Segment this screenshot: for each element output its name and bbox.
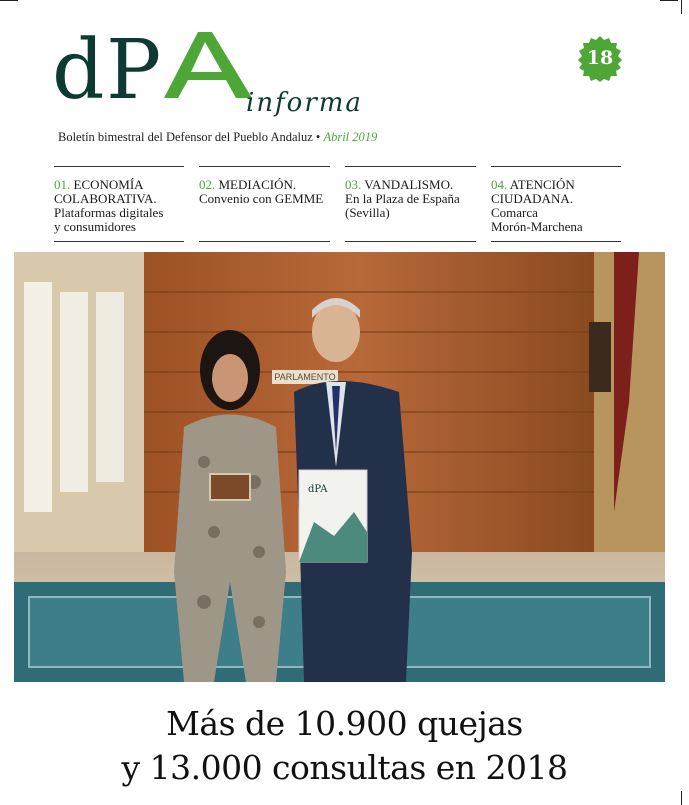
crop-mark (681, 791, 682, 805)
toc-section: ATENCIÓN (509, 177, 575, 192)
logo-informa-text: informa (246, 88, 363, 118)
toc-number: 04. (491, 177, 508, 192)
issue-number: 18 (586, 47, 614, 69)
toc-item-atencion[interactable] (491, 166, 621, 242)
headline-line-1: Más de 10.900 quejas (166, 704, 523, 743)
toc-line: COLABORATIVA. (54, 191, 157, 206)
toc-item-economia[interactable] (54, 166, 184, 242)
toc-number: 03. (345, 177, 362, 192)
subtitle-text: Boletín bimestral del Defensor del Pueblo Andaluz • (58, 130, 321, 144)
report-cover-logo: dPA (308, 484, 328, 495)
toc-section: MEDIACIÓN. (218, 177, 297, 192)
toc-item-mediacion[interactable] (199, 166, 330, 242)
toc-item-vandalismo[interactable] (345, 166, 476, 242)
crop-mark (660, 0, 678, 1)
logo-letter-d: d (52, 23, 101, 118)
crop-mark (0, 0, 18, 1)
toc-line: (Sevilla) (345, 205, 390, 220)
toc-line: Morón-Marchena (491, 219, 583, 234)
toc-line: En la Plaza de España (345, 191, 460, 206)
logo-letter-a-icon (160, 32, 252, 98)
logo-letter-p: P (106, 23, 158, 118)
bulletin-subtitle (58, 130, 377, 145)
toc-line: y consumidores (54, 219, 136, 234)
toc-line: Plataformas digitales (54, 205, 164, 220)
headline-line-2: y 13.000 consultas en 2018 (121, 748, 568, 787)
toc-section: ECONOMÍA (73, 177, 144, 192)
toc-number: 01. (54, 177, 71, 192)
toc-line: Comarca (491, 205, 538, 220)
crop-mark (681, 0, 682, 14)
issue-date: Abril 2019 (323, 130, 378, 144)
cover-photo-illustration (14, 252, 665, 682)
cover-photo (14, 252, 665, 682)
issue-badge (577, 36, 623, 82)
toc-line: CIUDADANA. (491, 191, 573, 206)
dpa-informa-logo (52, 23, 392, 125)
wall-sign: PARLAMENTO (274, 372, 336, 382)
toc-section: VANDALISMO. (364, 177, 454, 192)
toc-number: 02. (199, 177, 216, 192)
toc-line: Convenio con GEMME (199, 191, 324, 206)
